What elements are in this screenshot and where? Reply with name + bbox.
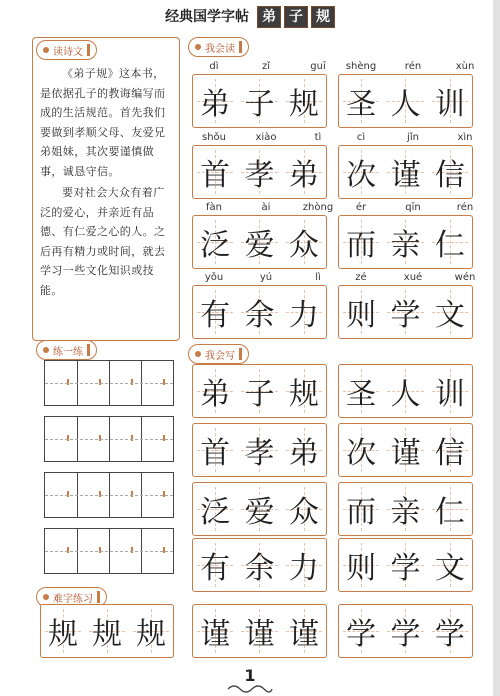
- pinyin: guī: [310, 61, 326, 72]
- write-box[interactable]: [192, 482, 327, 536]
- page-number: 1: [244, 666, 256, 685]
- practice-grid[interactable]: [44, 528, 174, 574]
- pinyin: rén: [456, 202, 474, 213]
- char-cell: 弟: [282, 424, 326, 476]
- char-cell: 谨: [237, 605, 281, 657]
- pinyin: xué: [403, 272, 423, 283]
- focus-write-box[interactable]: [192, 604, 327, 658]
- pinyin: dì: [209, 61, 219, 72]
- bullet-dot-icon: [43, 47, 49, 53]
- char-cell: 仁: [428, 483, 472, 535]
- intro-tab-label: 读诗文: [53, 46, 83, 58]
- pinyin: zǐ: [261, 61, 271, 72]
- practice-tab-label: 练一练: [53, 346, 83, 358]
- pinyin: ér: [355, 202, 367, 213]
- char-cell: 泛: [193, 216, 237, 268]
- char-cell: 而: [339, 216, 383, 268]
- char-cell: 文: [428, 286, 472, 338]
- word-box: [338, 74, 473, 128]
- char-cell: 众: [282, 483, 326, 535]
- char-cell: 有: [193, 539, 237, 591]
- pinyin: qīn: [405, 202, 421, 213]
- write-box[interactable]: [338, 364, 473, 418]
- word-box: [192, 215, 327, 269]
- practice-grid[interactable]: [44, 360, 174, 406]
- tab-bar-icon: [239, 41, 242, 53]
- char-cell: 规: [85, 605, 129, 657]
- write-box[interactable]: [338, 538, 473, 592]
- char-cell: 首: [193, 146, 237, 198]
- word-box: [338, 145, 473, 199]
- pinyin: yǒu: [204, 272, 224, 283]
- char-cell: 首: [193, 424, 237, 476]
- intro-paragraph-1: 《弟子规》这本书，是依据孔子的教诲编写而成的生活规范。首先我们要做到孝顺父母、友爱兄弟姐妹，其次要谨慎做事，诚恳守信。: [40, 67, 166, 178]
- pinyin: cì: [356, 132, 366, 143]
- char-cell: 余: [237, 286, 281, 338]
- char-cell: 弟: [193, 365, 237, 417]
- char-cell: 信: [428, 146, 472, 198]
- char-cell: 谨: [193, 605, 237, 657]
- char-cell: 弟: [282, 146, 326, 198]
- focus-write-box[interactable]: [338, 604, 473, 658]
- char-cell: 泛: [193, 483, 237, 535]
- word-box: [192, 285, 327, 339]
- char-cell: 爱: [237, 216, 281, 268]
- read-tab-label: 我会读: [205, 43, 235, 55]
- char-cell: 学: [428, 605, 472, 657]
- write-box[interactable]: [192, 364, 327, 418]
- pinyin: shǒu: [201, 132, 226, 143]
- char-cell: 规: [282, 365, 326, 417]
- char-cell: 爱: [237, 483, 281, 535]
- char-cell: 孝: [237, 424, 281, 476]
- practice-grid[interactable]: [44, 472, 174, 518]
- page-header: [0, 6, 500, 28]
- char-cell: 仁: [428, 216, 472, 268]
- header-char-box: 子: [284, 6, 308, 28]
- char-cell: 子: [237, 75, 281, 127]
- pinyin: zé: [355, 272, 367, 283]
- char-cell: 有: [193, 286, 237, 338]
- pinyin: wén: [454, 272, 476, 283]
- char-cell: 学: [383, 605, 427, 657]
- pinyin: lì: [315, 272, 321, 283]
- char-cell: 弟: [193, 75, 237, 127]
- write-tab: [188, 344, 249, 364]
- char-cell: 孝: [237, 146, 281, 198]
- write-box[interactable]: [192, 538, 327, 592]
- pinyin: fàn: [206, 202, 222, 213]
- tab-bar-icon: [87, 44, 90, 56]
- header-char-box: 弟: [257, 6, 281, 28]
- pinyin: shèng: [345, 61, 377, 72]
- header-char-box: 规: [311, 6, 335, 28]
- char-cell: 学: [339, 605, 383, 657]
- char-cell: 人: [383, 75, 427, 127]
- pinyin: zhòng: [302, 202, 334, 213]
- intro-paragraph-2: 要对社会大众有着广泛的爱心，并亲近有品德、有仁爱之心的人。之后再有精力或时间，就去学习一些文化知识或技能。: [40, 186, 166, 297]
- word-box: [192, 74, 327, 128]
- char-cell: 圣: [339, 75, 383, 127]
- pinyin: xùn: [455, 61, 475, 72]
- pinyin: xiào: [255, 132, 277, 143]
- tab-bar-icon: [239, 348, 242, 360]
- char-cell: 而: [339, 483, 383, 535]
- char-cell: 子: [237, 365, 281, 417]
- swirl-ornament-icon: [226, 683, 274, 693]
- practice-grid[interactable]: [44, 416, 174, 462]
- char-cell: 谨: [383, 424, 427, 476]
- char-cell: 学: [383, 286, 427, 338]
- char-cell: 规: [129, 605, 173, 657]
- pinyin: yú: [259, 272, 273, 283]
- char-cell: 学: [383, 539, 427, 591]
- char-cell: 则: [339, 286, 383, 338]
- write-box[interactable]: [338, 482, 473, 536]
- bullet-dot-icon: [195, 44, 201, 50]
- word-box: [338, 285, 473, 339]
- bullet-dot-icon: [195, 351, 201, 357]
- char-cell: 力: [282, 286, 326, 338]
- char-cell: 亲: [383, 483, 427, 535]
- char-cell: 次: [339, 424, 383, 476]
- pinyin: jǐn: [407, 132, 419, 143]
- focus-tab-label: 难字练习: [53, 593, 93, 605]
- pinyin: tì: [314, 132, 322, 143]
- char-cell: 次: [339, 146, 383, 198]
- char-cell: 余: [237, 539, 281, 591]
- word-box: [192, 145, 327, 199]
- bullet-dot-icon: [43, 347, 49, 353]
- page-edge: [493, 0, 500, 696]
- char-cell: 训: [428, 75, 472, 127]
- practice-tab: [36, 340, 97, 360]
- char-cell: 规: [282, 75, 326, 127]
- intro-tab: [36, 40, 97, 60]
- pinyin: ài: [261, 202, 271, 213]
- word-box: [338, 215, 473, 269]
- book-title: 经典国学字帖: [165, 9, 250, 25]
- pinyin: rén: [404, 61, 422, 72]
- read-tab: [188, 37, 249, 57]
- intro-text: [40, 64, 172, 300]
- char-cell: 众: [282, 216, 326, 268]
- char-cell: 亲: [383, 216, 427, 268]
- write-tab-label: 我会写: [205, 350, 235, 362]
- char-cell: 文: [428, 539, 472, 591]
- char-cell: 圣: [339, 365, 383, 417]
- char-cell: 规: [41, 605, 85, 657]
- write-box[interactable]: [192, 423, 327, 477]
- char-cell: 谨: [282, 605, 326, 657]
- char-cell: 谨: [383, 146, 427, 198]
- write-box[interactable]: [338, 423, 473, 477]
- char-cell: 信: [428, 424, 472, 476]
- char-cell: 力: [282, 539, 326, 591]
- char-cell: 人: [383, 365, 427, 417]
- char-cell: 训: [428, 365, 472, 417]
- bullet-dot-icon: [43, 594, 49, 600]
- tab-bar-icon: [87, 344, 90, 356]
- tab-bar-icon: [97, 591, 100, 603]
- focus-char-box: [40, 604, 174, 658]
- char-cell: 则: [339, 539, 383, 591]
- pinyin: xìn: [457, 132, 473, 143]
